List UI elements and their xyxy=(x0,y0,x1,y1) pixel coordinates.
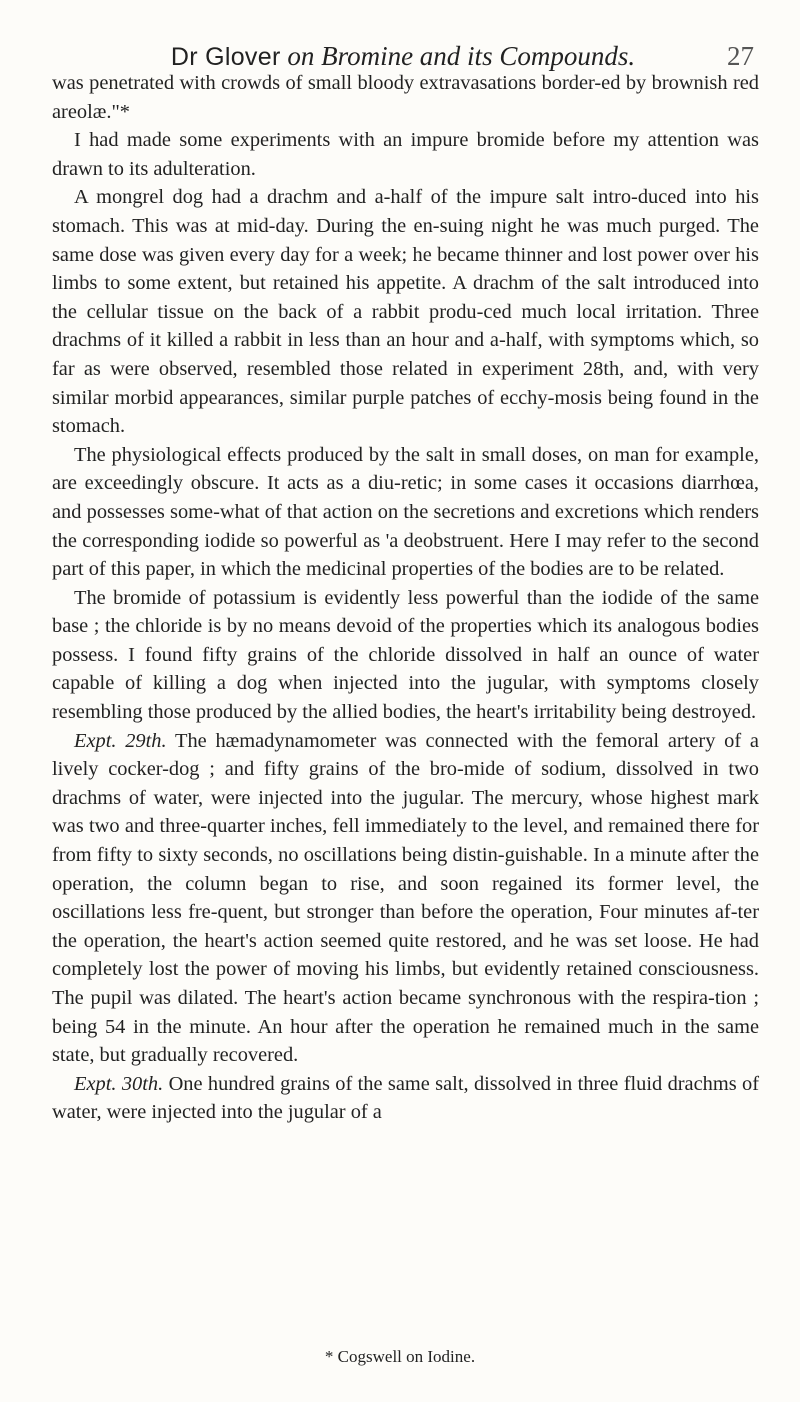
running-head-author: Dr Glover xyxy=(170,43,281,71)
experiment-30-label: Expt. 30th. xyxy=(74,1072,164,1095)
paragraph-impure-bromide: I had made some experiments with an impure bromide before my attention was drawn to its adulteration. xyxy=(52,129,759,180)
paragraph-experiment-29 xyxy=(52,727,759,1070)
footnote: * Cogswell on Iodine. xyxy=(324,1347,476,1366)
page-number: 27 xyxy=(727,41,754,71)
experiment-30-text: One hundred grains of the same salt, dissolved in three fluid drachms of water, were injected into the jugular of a xyxy=(52,1072,759,1124)
experiment-29-text: The hæmadynamometer was connected with the femoral artery of a lively cocker-dog ; and fifty grains of the bro-mide of sodium, dissolved in two drachms of water, were injected into the jugular. The mercury, whose highest mark was two and three-quarter inches, fell immediately to the level, and remained there for from fifty to sixty seconds, no oscillations being distin-guishable. In a minute after the operation, the column began to rise, and soon regained its former level, the oscillations less fre-quent, but stronger than before the operation, Four minutes af-ter the operation, the heart's action seemed quite restored, and he was set loose. He had completely lost the power of moving his limbs, but evidently retained consciousness. The pupil was dilated. The heart's action became synchronous with the respira-tion ; being 54 in the minute. An hour after the operation he remained much in the same state, but gradually recovered. xyxy=(52,729,759,1067)
paragraph-physiological-effects: The physiological effects produced by the salt in small doses, on man for example, are exceedingly obscure. It acts as a diu-retic; in some cases it occasions diarrhœa, and possesses some-what of that action on the secretions and excretions which renders the corresponding iodide so powerful as 'a deobstruent. Here I may refer to the second part of this paper, in which the medicinal properties of the bodies are to be related. xyxy=(52,443,759,581)
paragraph-bromide-of-potassium: The bromide of potassium is evidently less powerful than the iodide of the same base ; the chloride is by no means devoid of the properties which its analogous bodies possess. I found fifty grains of the chloride dissolved in half an ounce of water capable of killing a dog when injected into the jugular, with symptoms closely resembling those produced by the allied bodies, the heart's irritability being destroyed. xyxy=(52,586,759,724)
paragraph-mongrel-dog: A mongrel dog had a drachm and a-half of the impure salt intro-duced into his stomach. This was at mid-day. During the en-suing night he was much purged. The same dose was given every day for a week; he became thinner and lost power over his limbs to some extent, but retained his appetite. A drachm of the salt introduced into the cellular tissue on the back of a rabbit produ-ced much local irritation. Three drachms of it killed a rabbit in less than an hour and a-half, with symptoms which, so far as were observed, resembled those related in experiment 28th, and, with very similar morbid appearances, similar purple patches of ecchy-mosis being found in the stomach. xyxy=(52,186,759,438)
body-text xyxy=(52,69,759,1127)
experiment-29-label: Expt. 29th. xyxy=(74,729,167,752)
paragraph-continuation: was penetrated with crowds of small bloody extravasations border-ed by brownish red areolæ."* xyxy=(52,72,759,123)
running-head-title: on Bromine and its Compounds. xyxy=(287,41,636,71)
paragraph-experiment-30 xyxy=(52,1070,759,1127)
